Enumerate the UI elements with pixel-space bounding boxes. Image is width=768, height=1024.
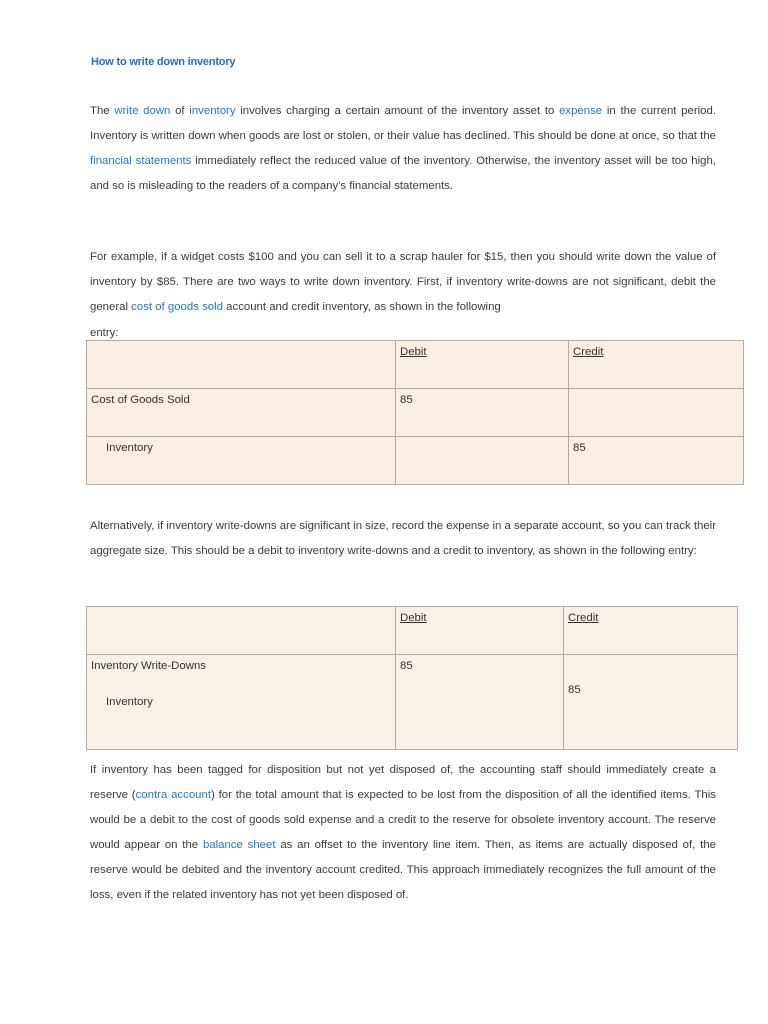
text: For example, if a widget costs $100 and you can sell it to a scrap hauler for $15, then you should write down the value of inventory by $85. There are two ways to write down inventory. First, if inventory write-downs are not significant, debit the general bbox=[90, 251, 716, 313]
credit-cell: 85 bbox=[569, 437, 744, 485]
link-financial-statements[interactable]: financial statements bbox=[90, 155, 192, 167]
page-title: How to write down inventory bbox=[91, 56, 236, 68]
account-cell bbox=[87, 655, 396, 750]
account-cell: Cost of Goods Sold bbox=[87, 389, 396, 437]
debit-cell: 85 bbox=[396, 389, 569, 437]
text: involves charging a certain amount of the inventory asset to bbox=[235, 105, 560, 117]
table-row bbox=[87, 655, 738, 750]
spacer bbox=[91, 672, 395, 696]
account-cell: Inventory bbox=[87, 437, 396, 485]
table-cell bbox=[569, 341, 744, 389]
link-balance-sheet[interactable]: balance sheet bbox=[202, 839, 276, 851]
credit-header: Credit bbox=[568, 612, 599, 624]
text: If inventory has been tagged for disposition but not yet disposed of, the accounting staff should immediately create a reserve ( bbox=[90, 764, 716, 801]
table-header-row bbox=[87, 607, 738, 655]
table-header-row bbox=[87, 341, 744, 389]
text: in the current period. Inventory is written down when goods are lost or stolen, or their value has declined. This should be done at once, so that the bbox=[90, 105, 716, 142]
debit-value: 85 bbox=[400, 660, 413, 672]
text: immediately reflect the reduced value of the inventory. Otherwise, the inventory asset will be too high, and so is misleading to the readers of a company's financial statements. bbox=[90, 155, 717, 192]
paragraph-intro bbox=[90, 99, 716, 199]
link-inventory[interactable]: inventory bbox=[189, 105, 236, 117]
link-expense[interactable]: expense bbox=[559, 105, 603, 117]
credit-header: Credit bbox=[573, 346, 604, 358]
credit-cell bbox=[564, 655, 738, 750]
text: The bbox=[90, 105, 115, 117]
table-cell bbox=[87, 607, 396, 655]
link-contra-account[interactable]: contra account bbox=[135, 789, 211, 801]
account-inventory: Inventory bbox=[106, 696, 153, 708]
debit-cell bbox=[396, 655, 564, 750]
link-cost-of-goods-sold[interactable]: cost of goods sold bbox=[131, 301, 223, 313]
entry-label: entry: bbox=[90, 327, 119, 339]
text: as an offset to the inventory line item. Then, as items are actually disposed of, the reserve would be debited and the inventory account credited. This approach immediately recognizes the full amount of the loss, even if the related inventory has not yet been disposed of. bbox=[90, 839, 716, 901]
text: account and credit inventory, as shown in the following bbox=[223, 301, 501, 313]
credit-value: 85 bbox=[568, 684, 581, 696]
text: ) for the total amount that is expected to be lost from the disposition of all the identified items. This would be a debit to the cost of goods sold expense and a credit to the reserve for obsolete inventory account. The reserve would appear on the bbox=[90, 789, 716, 851]
text: of bbox=[170, 105, 190, 117]
table-cell bbox=[564, 607, 738, 655]
account-write-downs: Inventory Write-Downs bbox=[91, 660, 206, 672]
journal-entry-table-1 bbox=[86, 340, 744, 485]
journal-entry-table-2 bbox=[86, 606, 738, 750]
table-cell bbox=[87, 341, 396, 389]
debit-cell bbox=[396, 437, 569, 485]
paragraph-example bbox=[90, 245, 716, 320]
link-write-down[interactable]: write down bbox=[114, 105, 171, 117]
table-row bbox=[87, 389, 744, 437]
paragraph-reserve bbox=[90, 758, 716, 908]
debit-header: Debit bbox=[400, 612, 427, 624]
table-cell bbox=[396, 341, 569, 389]
table-cell bbox=[396, 607, 564, 655]
paragraph-alternative: Alternatively, if inventory write-downs are significant in size, record the expense in a separate account, so you can track their aggregate size. This should be a debit to inventory write-downs and a credit to inventory, as shown in the following entry: bbox=[90, 520, 716, 557]
credit-cell bbox=[569, 389, 744, 437]
spacer bbox=[568, 660, 737, 684]
table-row bbox=[87, 437, 744, 485]
debit-header: Debit bbox=[400, 346, 427, 358]
